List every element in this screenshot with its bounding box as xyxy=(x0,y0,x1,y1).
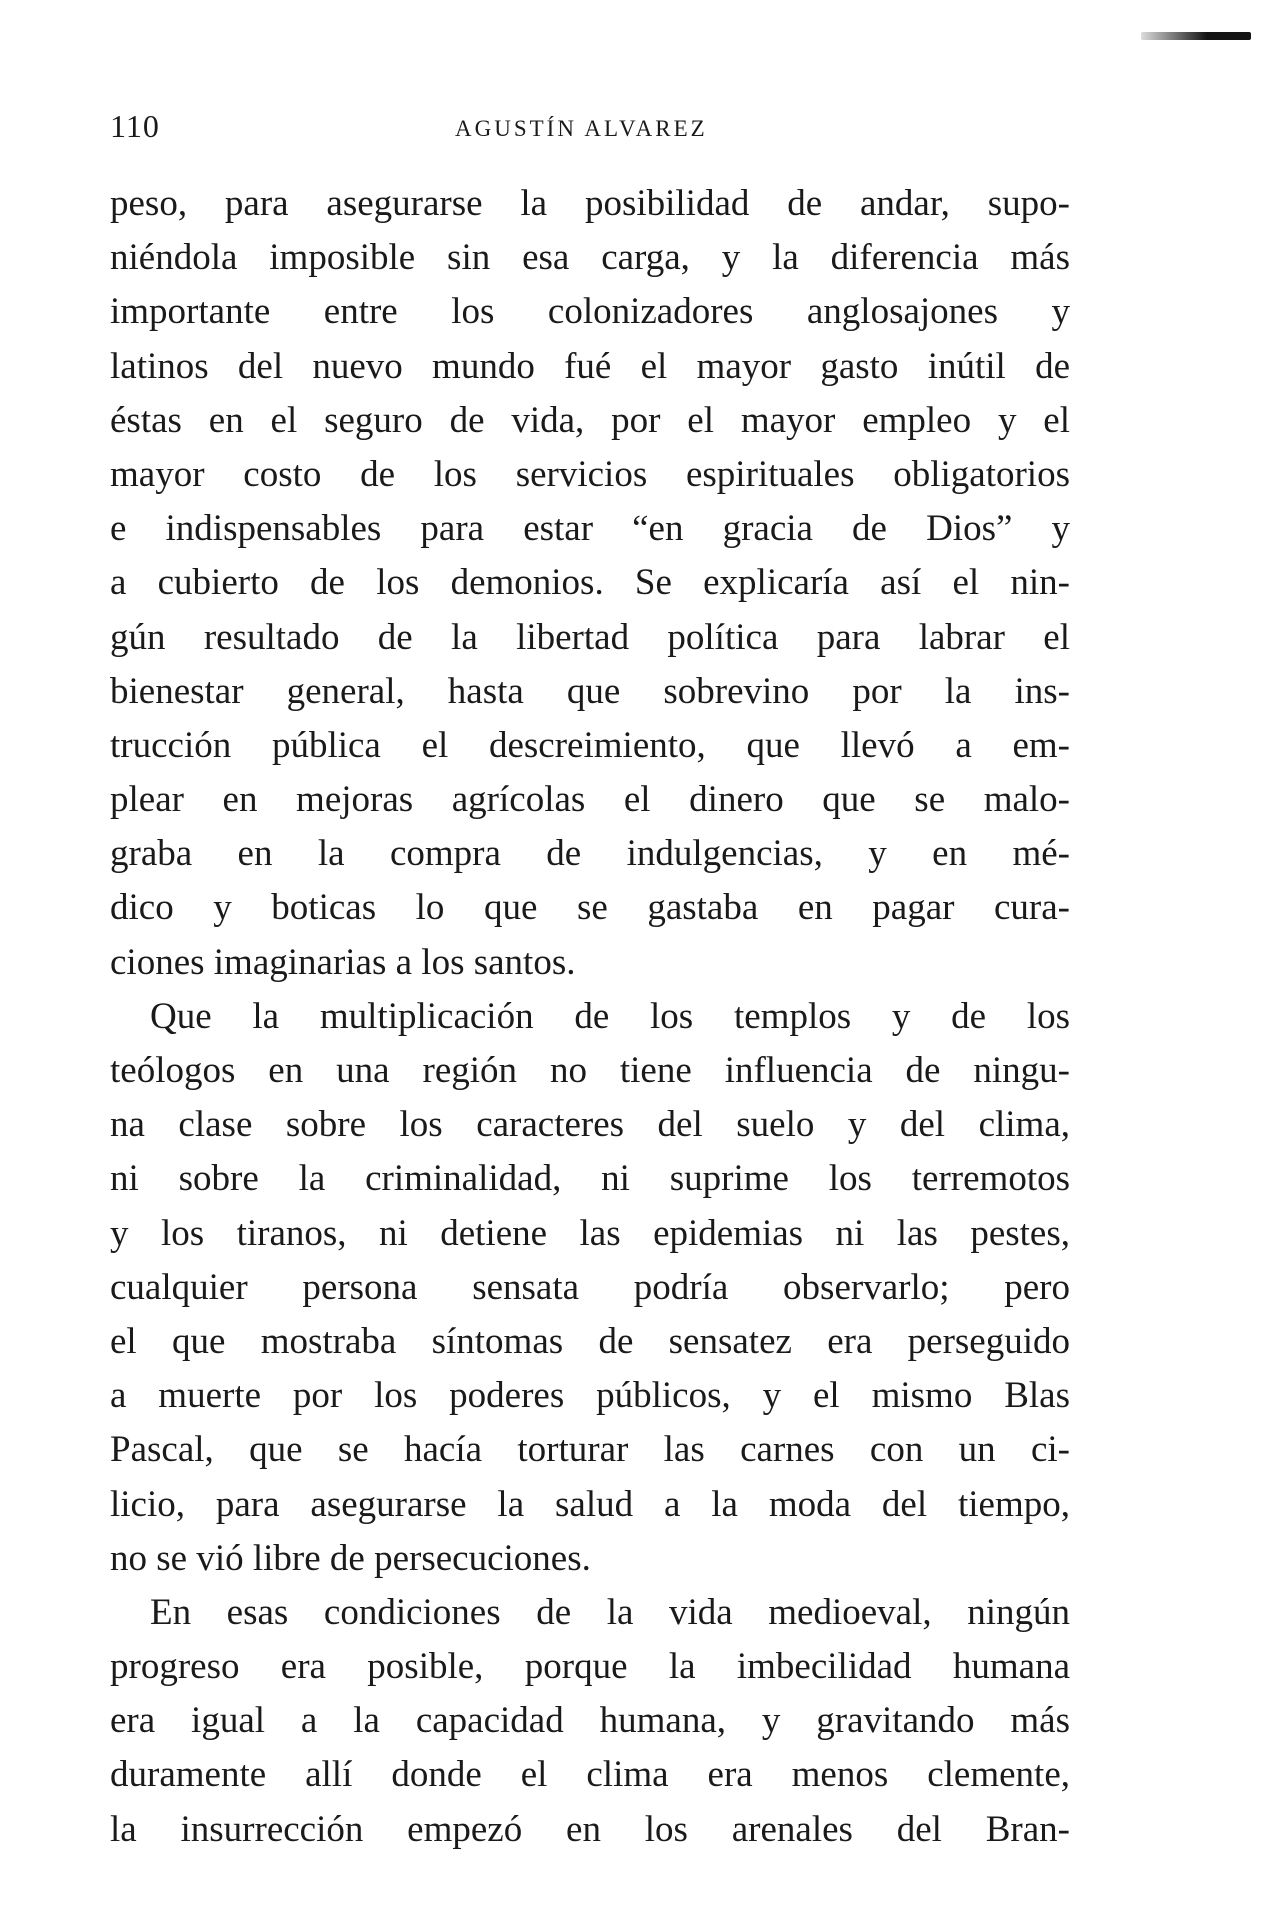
text-line: plear en mejoras agrícolas el dinero que se malo- xyxy=(110,779,1070,821)
text-line: progreso era posible, porque la imbecilidad humana xyxy=(110,1646,1070,1688)
text-line: a cubierto de los demonios. Se explicaría así el nin- xyxy=(110,562,1070,604)
text-line: teólogos en una región no tiene influencia de ningu- xyxy=(110,1050,1070,1091)
paragraph xyxy=(110,1586,1070,1857)
text-line: En esas condiciones de la vida medioeval, ningún xyxy=(150,1591,1070,1633)
paragraph xyxy=(110,177,1070,990)
page-header xyxy=(110,108,1070,148)
text-line: importante entre los colonizadores anglosajones y xyxy=(110,291,1070,333)
text-line: ni sobre la criminalidad, ni suprime los terremotos xyxy=(110,1158,1070,1200)
text-line: Que la multiplicación de los templos y de los xyxy=(150,995,1070,1037)
text-line: dico y boticas lo que se gastaba en pagar cura- xyxy=(110,887,1070,929)
text-line: trucción pública el descreimiento, que llevó a em- xyxy=(110,724,1070,766)
page-number: 110 xyxy=(110,108,160,144)
text-line: mayor costo de los servicios espirituales obligatorios xyxy=(110,453,1070,495)
text-line: gún resultado de la libertad política para labrar el xyxy=(110,616,1070,658)
text-line: ciones imaginarias a los santos. xyxy=(110,941,576,983)
paragraph xyxy=(110,990,1070,1586)
text-line: na clase sobre los caracteres del suelo y del clima, xyxy=(110,1104,1070,1146)
text-line: graba en la compra de indulgencias, y en mé- xyxy=(110,833,1070,875)
text-line: licio, para asegurarse la salud a la moda del tiempo, xyxy=(110,1483,1070,1525)
text-line: Pascal, que se hacía torturar las carnes con un ci- xyxy=(110,1429,1070,1471)
text-line: era igual a la capacidad humana, y gravitando más xyxy=(110,1700,1070,1742)
text-line: a muerte por los poderes públicos, y el mismo Blas xyxy=(110,1375,1070,1417)
text-line: peso, para asegurarse la posibilidad de andar, supo- xyxy=(110,183,1070,224)
scan-edge-mark xyxy=(1141,32,1251,40)
running-head: AGUSTÍN ALVAREZ xyxy=(455,116,708,141)
body-text xyxy=(110,177,1070,1857)
text-line: e indispensables para estar “en gracia de Dios” y xyxy=(110,508,1070,550)
text-line: niéndola imposible sin esa carga, y la diferencia más xyxy=(110,237,1070,279)
text-line: bienestar general, hasta que sobrevino por la ins- xyxy=(110,670,1070,712)
text-line: éstas en el seguro de vida, por el mayor empleo y el xyxy=(110,399,1070,441)
text-line: latinos del nuevo mundo fué el mayor gasto inútil de xyxy=(110,345,1070,387)
text-line: no se vió libre de persecuciones. xyxy=(110,1537,591,1579)
text-line: y los tiranos, ni detiene las epidemias ni las pestes, xyxy=(110,1212,1070,1254)
text-line: la insurrección empezó en los arenales del Bran- xyxy=(110,1808,1070,1850)
text-line: duramente allí donde el clima era menos clemente, xyxy=(110,1754,1070,1796)
text-line: cualquier persona sensata podría observarlo; pero xyxy=(110,1266,1070,1308)
text-line: el que mostraba síntomas de sensatez era perseguido xyxy=(110,1320,1070,1362)
